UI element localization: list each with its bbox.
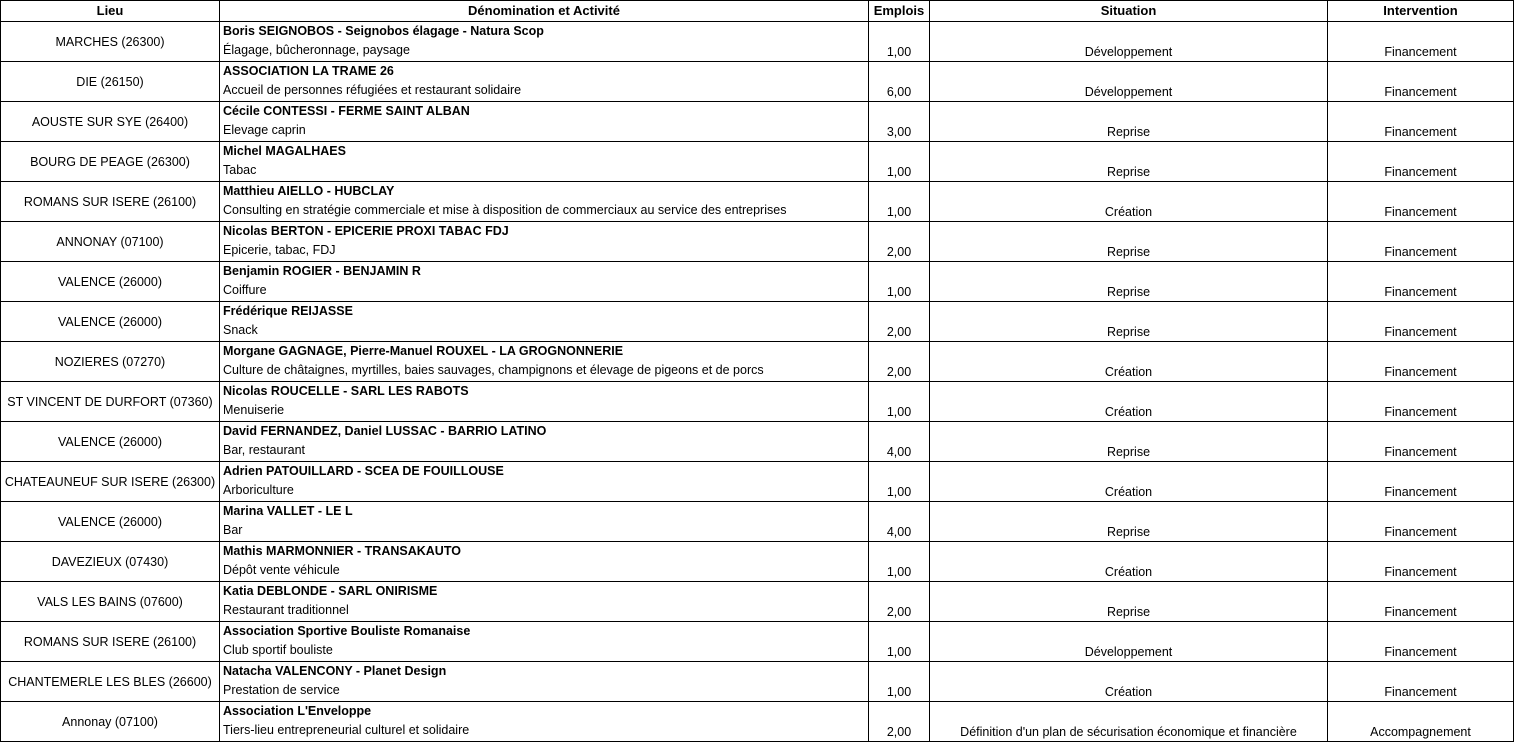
- entity-activity: Arboriculture: [223, 483, 294, 497]
- table-row: [1, 662, 1514, 702]
- cell-lieu: MARCHES (26300): [1, 22, 220, 62]
- cell-intervention: Financement: [1328, 502, 1514, 542]
- cell-situation: Reprise: [930, 222, 1328, 262]
- table-row: [1, 502, 1514, 542]
- cell-lieu: CHATEAUNEUF SUR ISERE (26300): [1, 462, 220, 502]
- cell-denomination: [220, 462, 869, 502]
- cell-emplois: 2,00: [869, 582, 930, 622]
- cell-situation: Reprise: [930, 102, 1328, 142]
- cell-emplois: 1,00: [869, 382, 930, 422]
- entity-activity: Menuiserie: [223, 403, 285, 417]
- entity-activity: Dépôt vente véhicule: [223, 563, 340, 577]
- cell-intervention: Financement: [1328, 582, 1514, 622]
- entity-name: Morgane GAGNAGE, Pierre-Manuel ROUXEL - LA GROGNONNERIE: [223, 344, 624, 358]
- cell-emplois: 1,00: [869, 662, 930, 702]
- table-row: [1, 262, 1514, 302]
- cell-emplois: 1,00: [869, 542, 930, 582]
- cell-intervention: Financement: [1328, 142, 1514, 182]
- header-intervention: Intervention: [1328, 1, 1514, 22]
- cell-emplois: 1,00: [869, 262, 930, 302]
- cell-lieu: VALENCE (26000): [1, 422, 220, 462]
- header-row: [1, 1, 1514, 22]
- entity-name: Boris SEIGNOBOS - Seignobos élagage - Natura Scop: [223, 24, 544, 38]
- entity-name: Mathis MARMONNIER - TRANSAKAUTO: [223, 544, 461, 558]
- table-row: [1, 542, 1514, 582]
- header-emplois: Emplois: [869, 1, 930, 22]
- cell-denomination: [220, 542, 869, 582]
- entity-name: Adrien PATOUILLARD - SCEA DE FOUILLOUSE: [223, 464, 504, 478]
- cell-lieu: VALS LES BAINS (07600): [1, 582, 220, 622]
- cell-denomination: [220, 582, 869, 622]
- entity-name: David FERNANDEZ, Daniel LUSSAC - BARRIO LATINO: [223, 424, 547, 438]
- entity-name: Nicolas BERTON - EPICERIE PROXI TABAC FDJ: [223, 224, 509, 238]
- cell-denomination: [220, 302, 869, 342]
- entity-activity: Consulting en stratégie commerciale et mise à disposition de commerciaux au service des entreprises: [223, 203, 787, 217]
- header-situation: Situation: [930, 1, 1328, 22]
- cell-denomination: [220, 382, 869, 422]
- cell-lieu: BOURG DE PEAGE (26300): [1, 142, 220, 182]
- entity-activity: Epicerie, tabac, FDJ: [223, 243, 336, 257]
- table-row: [1, 422, 1514, 462]
- table-row: [1, 622, 1514, 662]
- entity-name: ASSOCIATION LA TRAME 26: [223, 64, 394, 78]
- cell-lieu: Annonay (07100): [1, 702, 220, 742]
- cell-situation: Création: [930, 542, 1328, 582]
- cell-denomination: [220, 342, 869, 382]
- cell-situation: Création: [930, 462, 1328, 502]
- table-body: [1, 22, 1514, 742]
- entity-name: Benjamin ROGIER - BENJAMIN R: [223, 264, 421, 278]
- table-row: [1, 702, 1514, 742]
- cell-emplois: 2,00: [869, 302, 930, 342]
- cell-situation: Reprise: [930, 582, 1328, 622]
- entity-activity: Tiers-lieu entrepreneurial culturel et solidaire: [223, 723, 470, 737]
- cell-emplois: 4,00: [869, 422, 930, 462]
- cell-lieu: DAVEZIEUX (07430): [1, 542, 220, 582]
- cell-situation: Développement: [930, 22, 1328, 62]
- cell-situation: Création: [930, 662, 1328, 702]
- cell-emplois: 1,00: [869, 622, 930, 662]
- cell-situation: Reprise: [930, 502, 1328, 542]
- table-row: [1, 462, 1514, 502]
- cell-intervention: Financement: [1328, 182, 1514, 222]
- cell-intervention: Financement: [1328, 262, 1514, 302]
- cell-denomination: [220, 22, 869, 62]
- cell-denomination: [220, 662, 869, 702]
- entity-name: Matthieu AIELLO - HUBCLAY: [223, 184, 395, 198]
- cell-lieu: VALENCE (26000): [1, 502, 220, 542]
- entity-activity: Prestation de service: [223, 683, 340, 697]
- entity-name: Cécile CONTESSI - FERME SAINT ALBAN: [223, 104, 470, 118]
- cell-emplois: 2,00: [869, 702, 930, 742]
- entity-activity: Accueil de personnes réfugiées et restaurant solidaire: [223, 83, 522, 97]
- cell-intervention: Financement: [1328, 462, 1514, 502]
- cell-denomination: [220, 502, 869, 542]
- cell-denomination: [220, 222, 869, 262]
- cell-situation: Définition d'un plan de sécurisation économique et financière: [930, 702, 1328, 742]
- entity-activity: Club sportif bouliste: [223, 643, 333, 657]
- cell-intervention: Financement: [1328, 22, 1514, 62]
- cell-denomination: [220, 702, 869, 742]
- table-row: [1, 582, 1514, 622]
- cell-lieu: ST VINCENT DE DURFORT (07360): [1, 382, 220, 422]
- cell-intervention: Financement: [1328, 302, 1514, 342]
- cell-emplois: 3,00: [869, 102, 930, 142]
- table-row: [1, 382, 1514, 422]
- table-row: [1, 142, 1514, 182]
- cell-lieu: AOUSTE SUR SYE (26400): [1, 102, 220, 142]
- cell-intervention: Financement: [1328, 222, 1514, 262]
- cell-denomination: [220, 102, 869, 142]
- cell-intervention: Financement: [1328, 542, 1514, 582]
- cell-lieu: VALENCE (26000): [1, 262, 220, 302]
- cell-denomination: [220, 262, 869, 302]
- cell-situation: Reprise: [930, 262, 1328, 302]
- cell-intervention: Financement: [1328, 342, 1514, 382]
- entity-name: Frédérique REIJASSE: [223, 304, 353, 318]
- cell-emplois: 1,00: [869, 462, 930, 502]
- cell-intervention: Financement: [1328, 102, 1514, 142]
- table-row: [1, 62, 1514, 102]
- cell-situation: Création: [930, 382, 1328, 422]
- cell-situation: Développement: [930, 622, 1328, 662]
- table-row: [1, 342, 1514, 382]
- entity-name: Association L'Enveloppe: [223, 704, 372, 718]
- cell-lieu: CHANTEMERLE LES BLES (26600): [1, 662, 220, 702]
- cell-intervention: Financement: [1328, 662, 1514, 702]
- cell-intervention: Financement: [1328, 422, 1514, 462]
- header-denomination: Dénomination et Activité: [220, 1, 869, 22]
- cell-situation: Création: [930, 342, 1328, 382]
- table-row: [1, 182, 1514, 222]
- entity-activity: Bar, restaurant: [223, 443, 305, 457]
- table-row: [1, 302, 1514, 342]
- cell-denomination: [220, 622, 869, 662]
- entity-name: Natacha VALENCONY - Planet Design: [223, 664, 447, 678]
- cell-denomination: [220, 62, 869, 102]
- cell-lieu: ROMANS SUR ISERE (26100): [1, 182, 220, 222]
- table-row: [1, 22, 1514, 62]
- cell-situation: Reprise: [930, 422, 1328, 462]
- cell-lieu: VALENCE (26000): [1, 302, 220, 342]
- cell-denomination: [220, 422, 869, 462]
- entity-activity: Snack: [223, 323, 258, 337]
- cell-denomination: [220, 182, 869, 222]
- entity-name: Michel MAGALHAES: [223, 144, 346, 158]
- cell-lieu: ROMANS SUR ISERE (26100): [1, 622, 220, 662]
- cell-lieu: DIE (26150): [1, 62, 220, 102]
- cell-emplois: 4,00: [869, 502, 930, 542]
- cell-situation: Reprise: [930, 302, 1328, 342]
- entity-name: Katia DEBLONDE - SARL ONIRISME: [223, 584, 438, 598]
- table-row: [1, 102, 1514, 142]
- header-lieu: Lieu: [1, 1, 220, 22]
- cell-situation: Développement: [930, 62, 1328, 102]
- cell-intervention: Financement: [1328, 382, 1514, 422]
- cell-intervention: Accompagnement: [1328, 702, 1514, 742]
- entity-name: Association Sportive Bouliste Romanaise: [223, 624, 471, 638]
- cell-denomination: [220, 142, 869, 182]
- cell-intervention: Financement: [1328, 62, 1514, 102]
- table-row: [1, 222, 1514, 262]
- entity-activity: Culture de châtaignes, myrtilles, baies sauvages, champignons et élevage de pigeons et de porcs: [223, 363, 764, 377]
- cell-emplois: 1,00: [869, 182, 930, 222]
- entity-activity: Coiffure: [223, 283, 267, 297]
- cell-emplois: 2,00: [869, 222, 930, 262]
- entity-name: Marina VALLET - LE L: [223, 504, 353, 518]
- entity-activity: Restaurant traditionnel: [223, 603, 349, 617]
- cell-lieu: NOZIERES (07270): [1, 342, 220, 382]
- entity-activity: Elevage caprin: [223, 123, 306, 137]
- cell-situation: Reprise: [930, 142, 1328, 182]
- cell-lieu: ANNONAY (07100): [1, 222, 220, 262]
- cell-situation: Création: [930, 182, 1328, 222]
- entity-activity: Élagage, bûcheronnage, paysage: [223, 43, 410, 57]
- cell-emplois: 1,00: [869, 142, 930, 182]
- entity-activity: Bar: [223, 523, 243, 537]
- cell-emplois: 2,00: [869, 342, 930, 382]
- cell-intervention: Financement: [1328, 622, 1514, 662]
- cell-emplois: 1,00: [869, 22, 930, 62]
- entity-name: Nicolas ROUCELLE - SARL LES RABOTS: [223, 384, 469, 398]
- entity-activity: Tabac: [223, 163, 257, 177]
- cell-emplois: 6,00: [869, 62, 930, 102]
